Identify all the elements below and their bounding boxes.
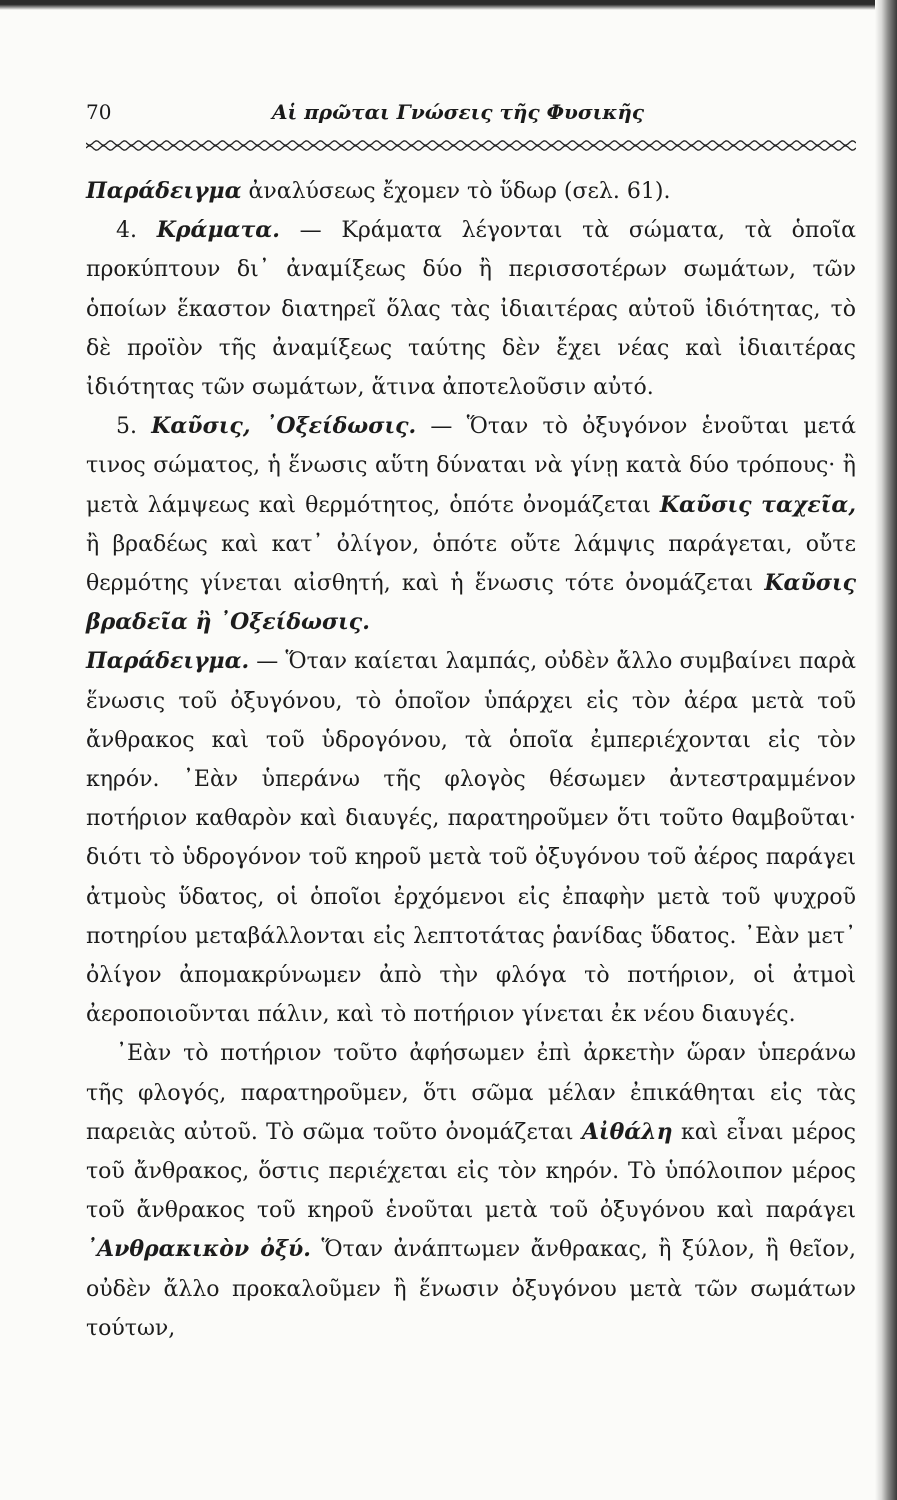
paragraph-text: Ὅταν ἀνάπτωμεν ἄνθρακας, ἢ ξύλον, ἢ θεῖον, οὐδὲν ἄλλο προκαλοῦμεν ἢ ἕνωσιν ὀξυγόνου μετὰ τῶν σωμάτων τούτων,: [86, 1237, 857, 1341]
paragraph-alloys: [86, 211, 856, 407]
term-example: Παράδειγμα.: [86, 648, 250, 675]
section-number: 5.: [116, 414, 152, 440]
paragraph-soot: [86, 1034, 856, 1348]
paragraph-example-analysis: [86, 172, 856, 211]
page-header: [86, 100, 856, 132]
term-fast-combustion: Καῦσις ταχεῖα,: [659, 491, 856, 518]
term-carbonic-acid: ᾿Ανθρακικὸν ὀξύ.: [86, 1236, 311, 1263]
paragraph-combustion: [86, 407, 856, 642]
page-number: 70: [86, 100, 112, 124]
term-slow-combustion: Καῦσις βραδεῖα ἢ ᾿Οξείδωσις.: [86, 570, 856, 636]
body-text: [86, 172, 856, 1348]
paragraph-text: — Κράματα λέγονται τὰ σώματα, τὰ ὁποῖα προκύπτουν δι᾿ ἀναμίξεως δύο ἢ περισσοτέρων σωμάτων, τῶν ὁποίων ἕκαστον διατηρεῖ ὅλας τὰς ἰδιαιτέρας αὐτοῦ ἰδιότητας, τὸ δὲ προϊὸν τῆς ἀναμίξεως ταύτης δὲν ἔχει νέας καὶ ἰδιαιτέρας ἰδιότητας τῶν σωμάτων, ἅτινα ἀποτελοῦσιν αὐτό.: [86, 218, 857, 401]
scan-binding-shadow: [875, 0, 897, 1500]
paragraph-text: — Ὅταν καίεται λαμπάς, οὐδὲν ἄλλο συμβαίνει παρὰ ἕνωσις τοῦ ὀξυγόνου, τὸ ὁποῖον ὑπάρχει εἰς τὸν ἀέρα μετὰ τοῦ ἄνθρακος καὶ τοῦ ὑδρογόνου, τὰ ὁποῖα ἐμπεριέχονται εἰς τὸν κηρόν. ᾿Εὰν ὑπεράνω τῆς φλογὸς θέσωμεν ἀντεστραμμένον ποτήριον καθαρὸν καὶ διαυγές, παρατηροῦμεν ὅτι τοῦτο θαμβοῦται· διότι τὸ ὑδρογόνον τοῦ κηροῦ μετὰ τοῦ ὀξυγόνου τοῦ ἀέρος παράγει ἀτμοὺς ὕδατος, οἱ ὁποῖοι ἐρχόμενοι εἰς ἐπαφὴν μετὰ τοῦ ψυχροῦ ποτηρίου μεταβάλλονται εἰς λεπτοτάτας ῥανίδας ὕδατος. ᾿Εὰν μετ᾿ ὀλίγον ἀπομακρύνωμεν ἀπὸ τὴν φλόγα τὸ ποτήριον, οἱ ἀτμοὶ ἀεροποιοῦνται πάλιν, καὶ τὸ ποτήριον γίνεται ἐκ νέου διαυγές.: [86, 649, 856, 1028]
term-example: Παράδειγμα: [86, 178, 242, 204]
paragraph-text: — Ὅταν τὸ ὀξυγόνον ἑνοῦται μετά τινος σώματος, ἡ ἕνωσις αὕτη δύναται νὰ γίνῃ κατὰ δύο τρόπους· ἢ μετὰ λάμψεως καὶ θερμότητος, ὁπότε ὀνομάζεται: [86, 414, 857, 518]
term-combustion-oxidation: Καῦσις, ᾿Οξείδωσις.: [151, 413, 417, 440]
wavy-rule-ornament: [86, 138, 856, 154]
paragraph-text: καὶ εἶναι μέρος τοῦ ἄνθρακος, ὅστις περιέχεται εἰς τὸν κηρόν. Τὸ ὑπόλοιπον μέρος τοῦ ἄνθρακος τοῦ κηροῦ ἑνοῦται μετὰ τοῦ ὀξυγόνου καὶ παράγει: [86, 1119, 856, 1224]
paragraph-text: ἀναλύσεως ἔχομεν τὸ ὕδωρ (σελ. 61).: [241, 179, 671, 204]
paragraph-text: ἢ βραδέως καὶ κατ᾿ ὀλίγον, ὁπότε οὔτε λάμψις παράγεται, οὔτε θερμότης γίνεται αἰσθητή, καὶ ἡ ἕνωσις τότε ὀνομάζεται: [86, 531, 856, 597]
term-soot: Αἰθάλη: [581, 1118, 673, 1145]
running-title: Αἱ πρῶται Γνώσεις τῆς Φυσικῆς: [272, 100, 645, 124]
paragraph-example-candle: [86, 642, 856, 1034]
scan-top-edge: [0, 0, 897, 10]
paragraph-text: ᾿Εὰν τὸ ποτήριον τοῦτο ἀφήσωμεν ἐπὶ ἀρκετὴν ὥραν ὑπεράνω τῆς φλογός, παρατηροῦμεν, ὅτι σῶμα μέλαν ἐπικάθηται εἰς τὰς παρειὰς αὐτοῦ. Τὸ σῶμα τοῦτο ὀνομάζεται: [86, 1041, 856, 1145]
section-number: 4.: [116, 218, 157, 244]
term-alloys: Κράματα.: [156, 217, 280, 244]
